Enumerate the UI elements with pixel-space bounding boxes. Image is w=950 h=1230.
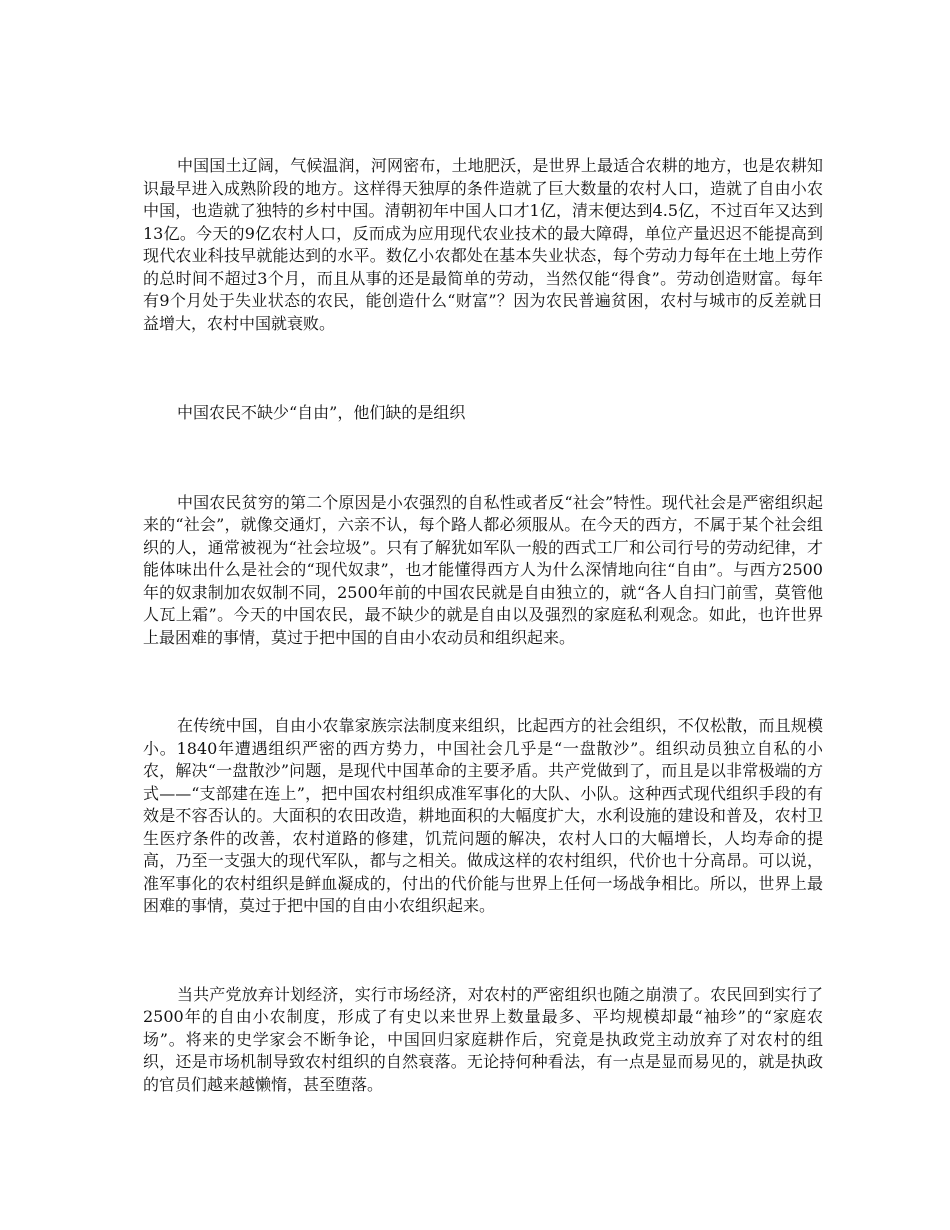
paragraph-4: 当共产党放弃计划经济，实行市场经济，对农村的严密组织也随之崩溃了。农民回到实行了2500年的自由小农制度，形成了有史以来世界上数量最多、平均规模却最“袖珍”的“家庭农场”。将来的史学家会不断争论，中国回归家庭耕作后，究竟是执政党主动放弃了对农村的组织，还是市场机制导致农村组织的自然衰落。无论持何种看法，有一点是显而易见的，就是执政的官员们越来越懒惰，甚至堕落。 [143, 984, 823, 1094]
paragraph-1: 中国国土辽阔，气候温润，河网密布，土地肥沃，是世界上最适合农耕的地方，也是农耕知识最早进入成熟阶段的地方。这样得天独厚的条件造就了巨大数量的农村人口，造就了自由小农中国，也造就了独特的乡村中国。清朝初年中国人口才1亿，清末便达到4.5亿，不过百年又达到13亿。今天的9亿农村人口，反而成为应用现代农业技术的最大障碍，单位产量迟迟不能提高到现代农业科技早就能达到的水平。数亿小农都处在基本失业状态，每个劳动力每年在土地上劳作的总时间不超过3个月，而且从事的还是最简单的劳动，当然仅能“得食”。劳动创造财富。每年有9个月处于失业状态的农民，能创造什么“财富”？因为农民普遍贫困，农村与城市的反差就日益增大，农村中国就衰败。 [143, 156, 823, 333]
paragraph-2: 中国农民贫穷的第二个原因是小农强烈的自私性或者反“社会”特性。现代社会是严密组织起来的“社会”，就像交通灯，六亲不认，每个路人都必须服从。在今天的西方，不属于某个社会组织的人，通常被视为“社会垃圾”。只有了解犹如军队一般的西式工厂和公司行号的劳动纪律，才能体味出什么是社会的“现代奴隶”，也才能懂得西方人为什么深情地向往“自由”。与西方2500年的奴隶制加农奴制不同，2500年前的中国农民就是自由独立的，就“各人自扫门前雪，莫管他人瓦上霜”。今天的中国农民，最不缺少的就是自由以及强烈的家庭私利观念。如此，也许世界上最困难的事情，莫过于把中国的自由小农动员和组织起来。 [143, 492, 823, 647]
document-page [143, 155, 823, 1096]
paragraph-3: 在传统中国，自由小农靠家族宗法制度来组织，比起西方的社会组织，不仅松散，而且规模小。1840年遭遇组织严密的西方势力，中国社会几乎是“一盘散沙”。组织动员独立自私的小农，解决“一盘散沙”问题，是现代中国革命的主要矛盾。共产党做到了，而且是以非常极端的方式——“支部建在连上”，把中国农村组织成准军事化的大队、小队。这种西式现代组织手段的有效是不容否认的。大面积的农田改造，耕地面积的大幅度扩大，水利设施的建设和普及，农村卫生医疗条件的改善，农村道路的修建，饥荒问题的解决，农村人口的大幅增长，人均寿命的提高，乃至一支强大的现代军队，都与之相关。做成这样的农村组织，代价也十分高昂。可以说，准军事化的农村组织是鲜血凝成的，付出的代价能与世界上任何一场战争相比。所以，世界上最困难的事情，莫过于把中国的自由小农组织起来。 [143, 716, 823, 915]
section-heading: 中国农民不缺少“自由”，他们缺的是组织 [177, 403, 466, 422]
